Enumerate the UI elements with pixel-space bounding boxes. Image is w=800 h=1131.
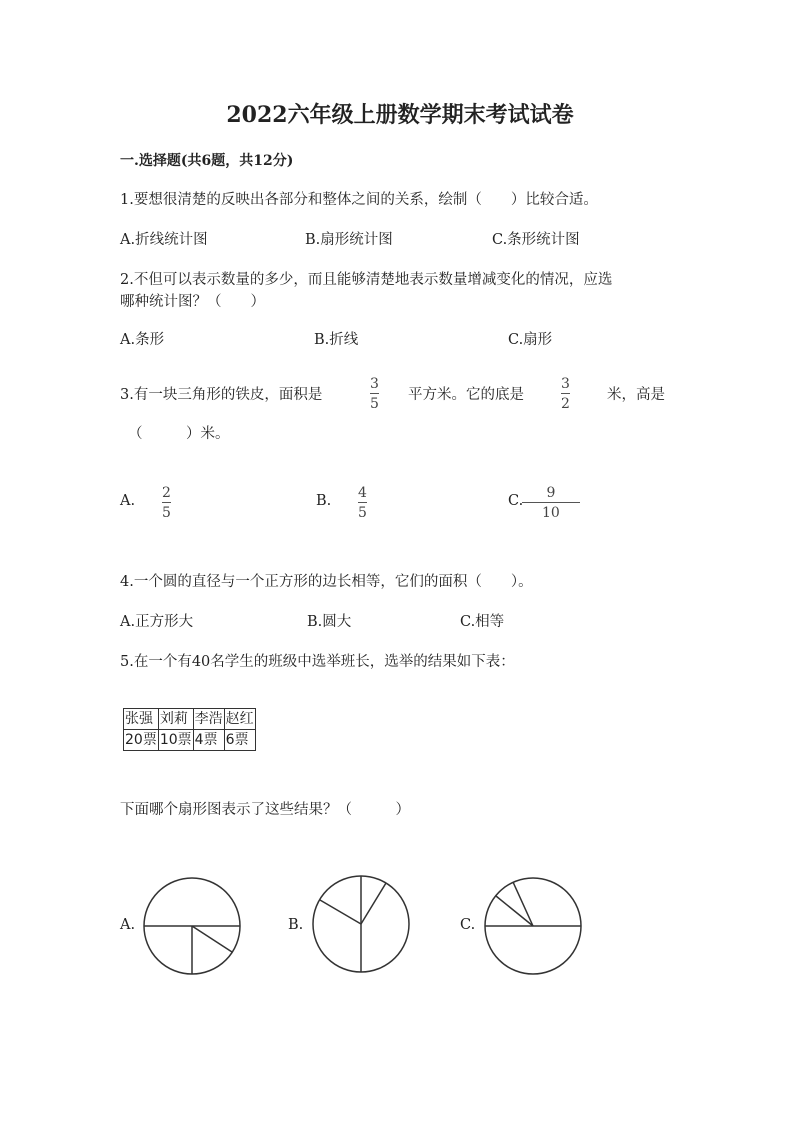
- question-5-text: 5.在一个有40名学生的班级中选举班长，选举的结果如下表：: [120, 654, 515, 670]
- question-2-text-line1: 2.不但可以表示数量的多少，而且能够清楚地表示数量增减变化的情况，应选: [120, 272, 613, 288]
- question-3-fraction-base: [559, 377, 572, 411]
- question-1-option-b: B.扇形统计图: [305, 232, 393, 248]
- table-cell: 4票: [193, 730, 224, 751]
- question-3-text-part1: 3.有一块三角形的铁皮，面积是: [120, 387, 323, 403]
- table-cell: 刘莉: [158, 709, 193, 730]
- question-3-option-c-label: C.: [508, 493, 524, 509]
- table-cell: 李浩: [193, 709, 224, 730]
- question-3-text-part3: 米，高是: [607, 387, 665, 403]
- fraction-numerator: 9: [546, 485, 556, 501]
- question-3-option-a-label: A.: [120, 493, 136, 509]
- pie-b-radius-right: [361, 883, 386, 924]
- question-2-option-c: C.扇形: [508, 332, 553, 348]
- pie-chart-b: [311, 874, 411, 974]
- fraction-denominator: 5: [370, 393, 379, 411]
- question-3-option-b-fraction: [356, 486, 369, 520]
- question-3-text-part2: 平方米。它的底是: [408, 387, 524, 403]
- question-1-option-a: A.折线统计图: [120, 232, 208, 248]
- fraction-denominator: 5: [162, 502, 171, 520]
- table-cell: 6票: [224, 730, 255, 751]
- question-3-fraction-area: [368, 377, 381, 411]
- pie-c-radius-steep: [513, 882, 533, 926]
- fraction-denominator: 2: [561, 393, 570, 411]
- table-cell: 10票: [158, 730, 193, 751]
- pie-a-label: A.: [120, 917, 136, 933]
- fraction-numerator: 2: [162, 485, 171, 501]
- fraction-numerator: 4: [358, 485, 367, 501]
- fraction-denominator: 5: [358, 502, 367, 520]
- question-4-option-a: A.正方形大: [120, 614, 194, 630]
- pie-a-radius-diagonal: [192, 926, 232, 952]
- question-5-prompt: 下面哪个扇形图表示了这些结果？（ ）: [120, 802, 410, 818]
- question-3-option-a-fraction: [160, 486, 173, 520]
- question-4-text: 4.一个圆的直径与一个正方形的边长相等，它们的面积（ ）。: [120, 574, 533, 590]
- fraction-numerator: 3: [561, 376, 570, 392]
- question-3-option-b-label: B.: [316, 493, 332, 509]
- question-4-option-b: B.圆大: [307, 614, 352, 630]
- pie-chart-c: [483, 876, 583, 976]
- pie-c-label: C.: [460, 917, 476, 933]
- table-cell: 张强: [124, 709, 159, 730]
- pie-chart-a: [142, 876, 242, 976]
- election-results-table: [123, 708, 256, 751]
- question-1-option-c: C.条形统计图: [492, 232, 580, 248]
- pie-c-radius-shallow: [496, 896, 533, 926]
- fraction-denominator: 10: [522, 502, 580, 520]
- question-1-text: 1.要想很清楚的反映出各部分和整体之间的关系，绘制（ ）比较合适。: [120, 192, 598, 208]
- section-heading: 一.选择题(共6题，共12分): [120, 153, 294, 169]
- fraction-numerator: 3: [370, 376, 379, 392]
- question-4-option-c: C.相等: [460, 614, 505, 630]
- page-title: 2022六年级上册数学期末考试试卷: [226, 102, 574, 128]
- table-row: [124, 730, 256, 751]
- question-2-option-a: A.条形: [120, 332, 165, 348]
- table-row: [124, 709, 256, 730]
- pie-b-radius-left: [320, 900, 361, 924]
- question-2-option-b: B.折线: [314, 332, 359, 348]
- question-2-text-line2: 哪种统计图？（ ）: [120, 294, 265, 310]
- pie-b-label: B.: [288, 917, 304, 933]
- question-3-option-c-fraction: [522, 486, 580, 520]
- table-cell: 赵红: [224, 709, 255, 730]
- question-3-text-line2: （ ）米。: [128, 426, 230, 442]
- table-cell: 20票: [124, 730, 159, 751]
